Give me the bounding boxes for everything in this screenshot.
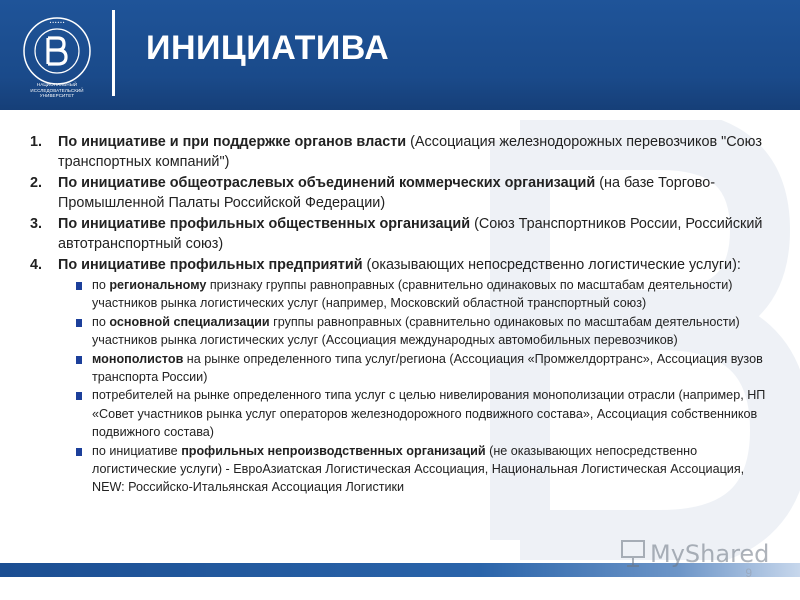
sub-item-bold: монополистов: [92, 351, 184, 366]
content-list: [30, 132, 770, 497]
sub-list-item: [76, 386, 770, 441]
sub-item-text: группы равноправных (сравнительно одинаковых по масштабам деятельности) участников рынка логистических услуг (Ассоциация международных автомобильных перевозчиков): [92, 314, 740, 348]
item-bold-text: По инициативе общеотраслевых объединений коммерческих организаций: [58, 175, 596, 191]
sub-list-item: [76, 350, 770, 387]
item-number: 1.: [30, 134, 43, 150]
bullet-icon: [76, 386, 92, 441]
watermark-text: MyShared: [650, 540, 770, 568]
sub-item-bold: региональному: [109, 278, 207, 292]
sub-item-prefix: по: [92, 314, 110, 329]
bullet-icon: [76, 313, 92, 350]
sub-item-text: (не оказывающих непосредственно логистические услуги) - ЕвроАзиатская Логистическая Ассоциация, Национальная Логистическая Ассоциация, NEW: Российско-Итальянская Ассоциация Логистики: [92, 443, 745, 495]
presentation-icon: [620, 538, 646, 568]
item-number: 4.: [30, 257, 43, 273]
sub-item-prefix: по: [92, 278, 110, 292]
hse-logo: [22, 16, 92, 86]
header-bar: [0, 0, 800, 110]
sub-item-text: признаку группы равноправных (сравнительно одинаковых по масштабам деятельности) участников рынка логистических услуг (например, Московский областной транспортный союз): [92, 278, 733, 311]
sub-item-text: на рынке определенного типа услуг/региона (Ассоциация «Промжелдортранс», Ассоциация вузов транспорта России): [92, 351, 763, 385]
item-text: (на базе Торгово-Промышленной Палаты Российской Федерации): [58, 175, 716, 211]
logo-caption: НАЦИОНАЛЬНЫЙ ИССЛЕДОВАТЕЛЬСКИЙ УНИВЕРСИТЕТ: [30, 82, 84, 98]
list-item: [30, 132, 770, 172]
item-number: 3.: [30, 216, 43, 232]
item-number: 2.: [30, 175, 43, 191]
list-item: [30, 255, 770, 275]
item-bold-text: По инициативе профильных предприятий: [58, 257, 363, 273]
item-text: (Союз Транспортников России, Российский автотранспортный союз): [58, 216, 763, 252]
item-bold-text: По инициативе и при поддержке органов власти: [58, 134, 407, 150]
sub-item-prefix: по инициативе: [92, 443, 182, 458]
page-number: 9: [745, 566, 752, 580]
sub-list-item: [76, 442, 770, 497]
sub-item-bold: основной специализации: [109, 314, 270, 329]
sub-list-item: [76, 313, 770, 350]
bullet-icon: [76, 442, 92, 497]
sub-item-bold: профильных непроизводственных организаций: [181, 443, 486, 458]
sub-item-text: потребителей на рынке определенного типа услуг с целью нивелирования монополизации отрасли (например, НП «Совет участников рынка услуг операторов железнодорожного подвижного состава», Ассоциация собственников подвижного состава): [92, 388, 766, 440]
item-text: (Ассоциация железнодорожных перевозчиков "Союз транспортных компаний"): [58, 134, 763, 170]
list-item: [30, 214, 770, 254]
item-text: (оказывающих непосредственно логистические услуги):: [362, 257, 741, 273]
bullet-icon: [76, 276, 92, 313]
sub-list-item: [76, 276, 770, 313]
item-bold-text: По инициативе профильных общественных организаций: [58, 216, 471, 232]
header-divider: [112, 10, 115, 96]
svg-text:• • • • • •: • • • • • •: [49, 20, 65, 25]
list-item: [30, 173, 770, 213]
bullet-icon: [76, 350, 92, 387]
page-title: ИНИЦИАТИВА: [146, 29, 390, 67]
